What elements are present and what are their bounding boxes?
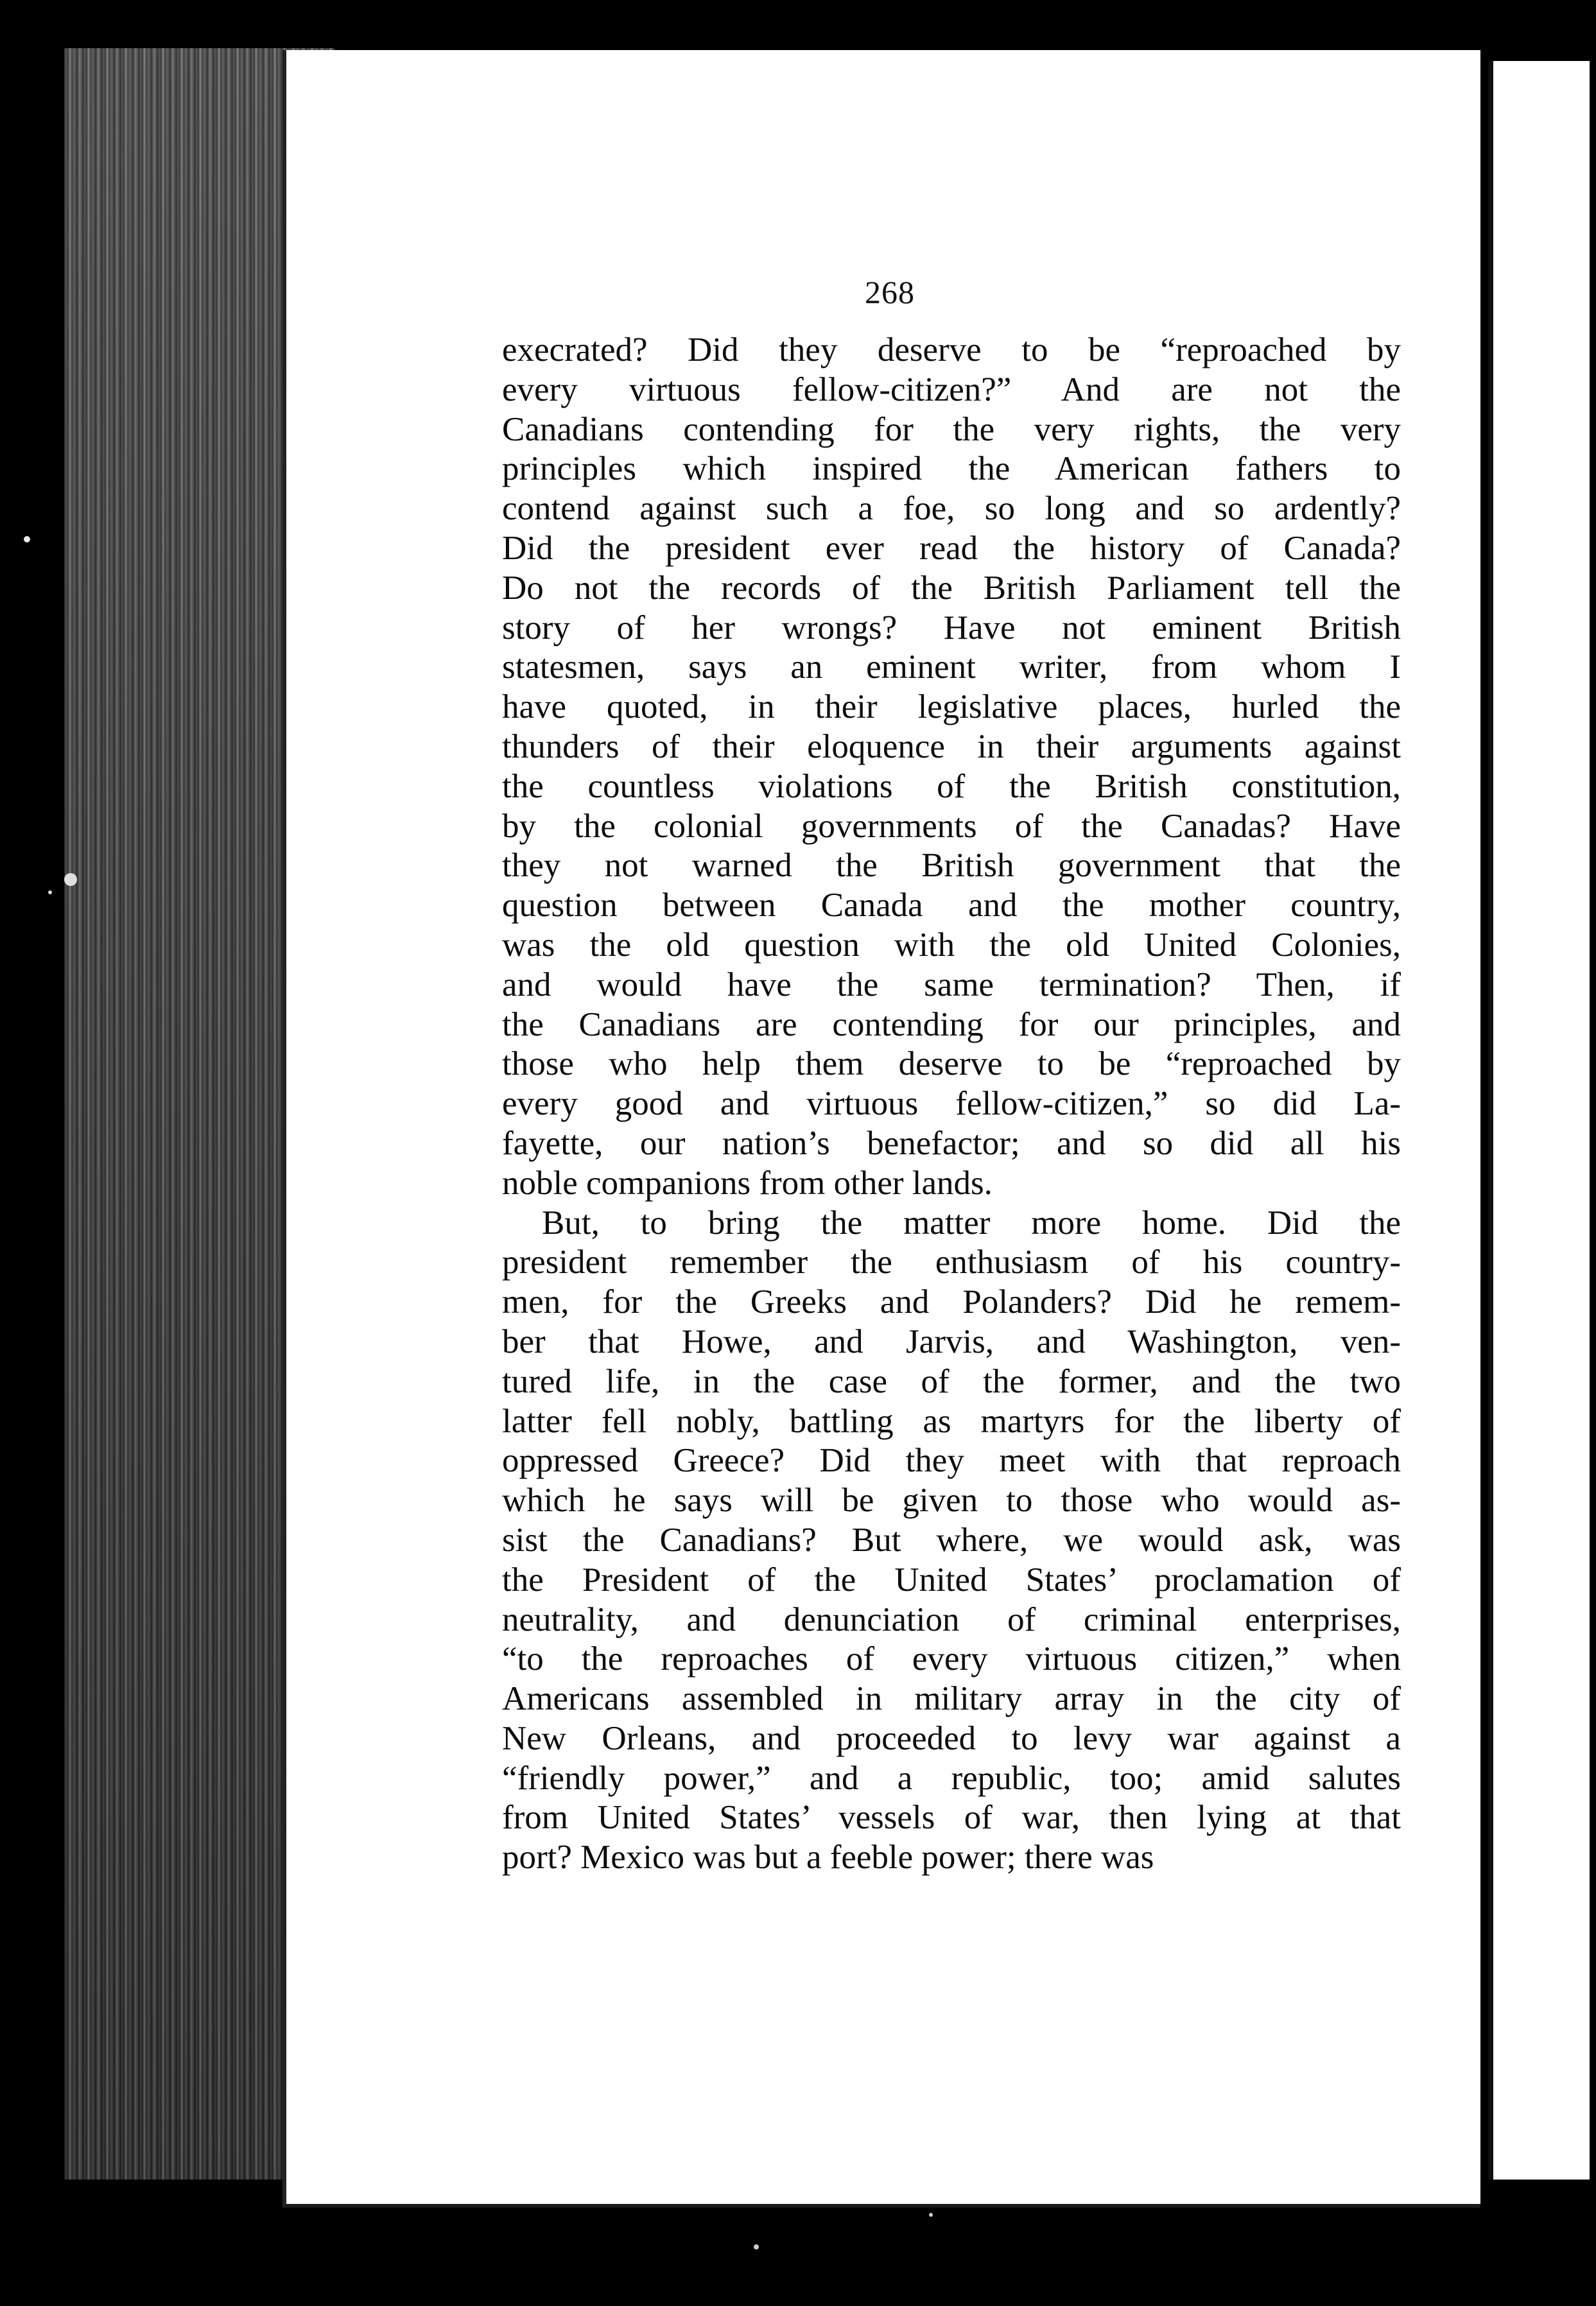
text-line: tured life, in the case of the former, and the two [502,1362,1401,1400]
text-line: New Orleans, and proceeded to levy war against a [502,1719,1401,1757]
text-line: contend against such a foe, so long and so ardently? [502,490,1401,528]
text-line: was the old question with the old United Colonies, [502,926,1401,964]
text-line: which he says will be given to those who would as- [502,1482,1401,1520]
text-line: they not warned the British government that the [502,847,1401,885]
text-line: neutrality, and denunciation of criminal enterprises, [502,1600,1401,1638]
text-line: oppressed Greece? Did they meet with that reproach [502,1442,1401,1480]
text-line: But, to bring the matter more home. Did the [542,1204,1401,1242]
text-line: principles which inspired the American fathers to [502,450,1401,488]
text-line: men, for the Greeks and Polanders? Did he remem- [502,1283,1401,1321]
text-line: execrated? Did they deserve to be “reproached by [502,331,1401,368]
text-line: Do not the records of the British Parliament tell the [502,569,1401,607]
text-line: every good and virtuous fellow-citizen,” so did La- [502,1085,1401,1123]
text-line: the Canadians are contending for our principles, and [502,1005,1401,1043]
text-line: latter fell nobly, battling as martyrs for the liberty of [502,1402,1401,1440]
text-line: Did the president ever read the history of Canada? [502,529,1401,567]
text-line: thunders of their eloquence in their arguments against [502,727,1401,765]
text-line: and would have the same termination? Then, if [502,966,1401,1003]
text-line: from United States’ vessels of war, then lying at that [502,1799,1401,1837]
text-line: Americans assembled in military array in the city of [502,1680,1401,1718]
text-line: ber that Howe, and Jarvis, and Washington, ven- [502,1322,1401,1360]
text-line: the countless violations of the British constitution, [502,767,1401,805]
text-line: “friendly power,” and a republic, too; amid salutes [502,1759,1401,1797]
text-line: fayette, our nation’s benefactor; and so did all his [502,1124,1401,1162]
text-line: those who help them deserve to be “reproached by [502,1045,1401,1083]
text-line: statesmen, says an eminent writer, from whom I [502,648,1401,686]
text-line: president remember the enthusiasm of his country- [502,1244,1401,1281]
text-line: port? Mexico was but a feeble power; there was [502,1839,1154,1877]
text-line: sist the Canadians? But where, we would ask, was [502,1521,1401,1559]
text-line: have quoted, in their legislative places, hurled the [502,688,1401,726]
text-line: Canadians contending for the very rights, the very [502,410,1401,448]
page-number: 268 [865,274,915,310]
text-line: by the colonial governments of the Canadas? Have [502,807,1401,845]
text-line: question between Canada and the mother country, [502,887,1401,924]
text-line: the President of the United States’ proclamation of [502,1561,1401,1599]
text-line: “to the reproaches of every virtuous citizen,” when [502,1640,1401,1678]
text-line: noble companions from other lands. [502,1164,993,1202]
text-line: story of her wrongs? Have not eminent British [502,609,1401,646]
text-line: every virtuous fellow-citizen?” And are not the [502,370,1401,408]
